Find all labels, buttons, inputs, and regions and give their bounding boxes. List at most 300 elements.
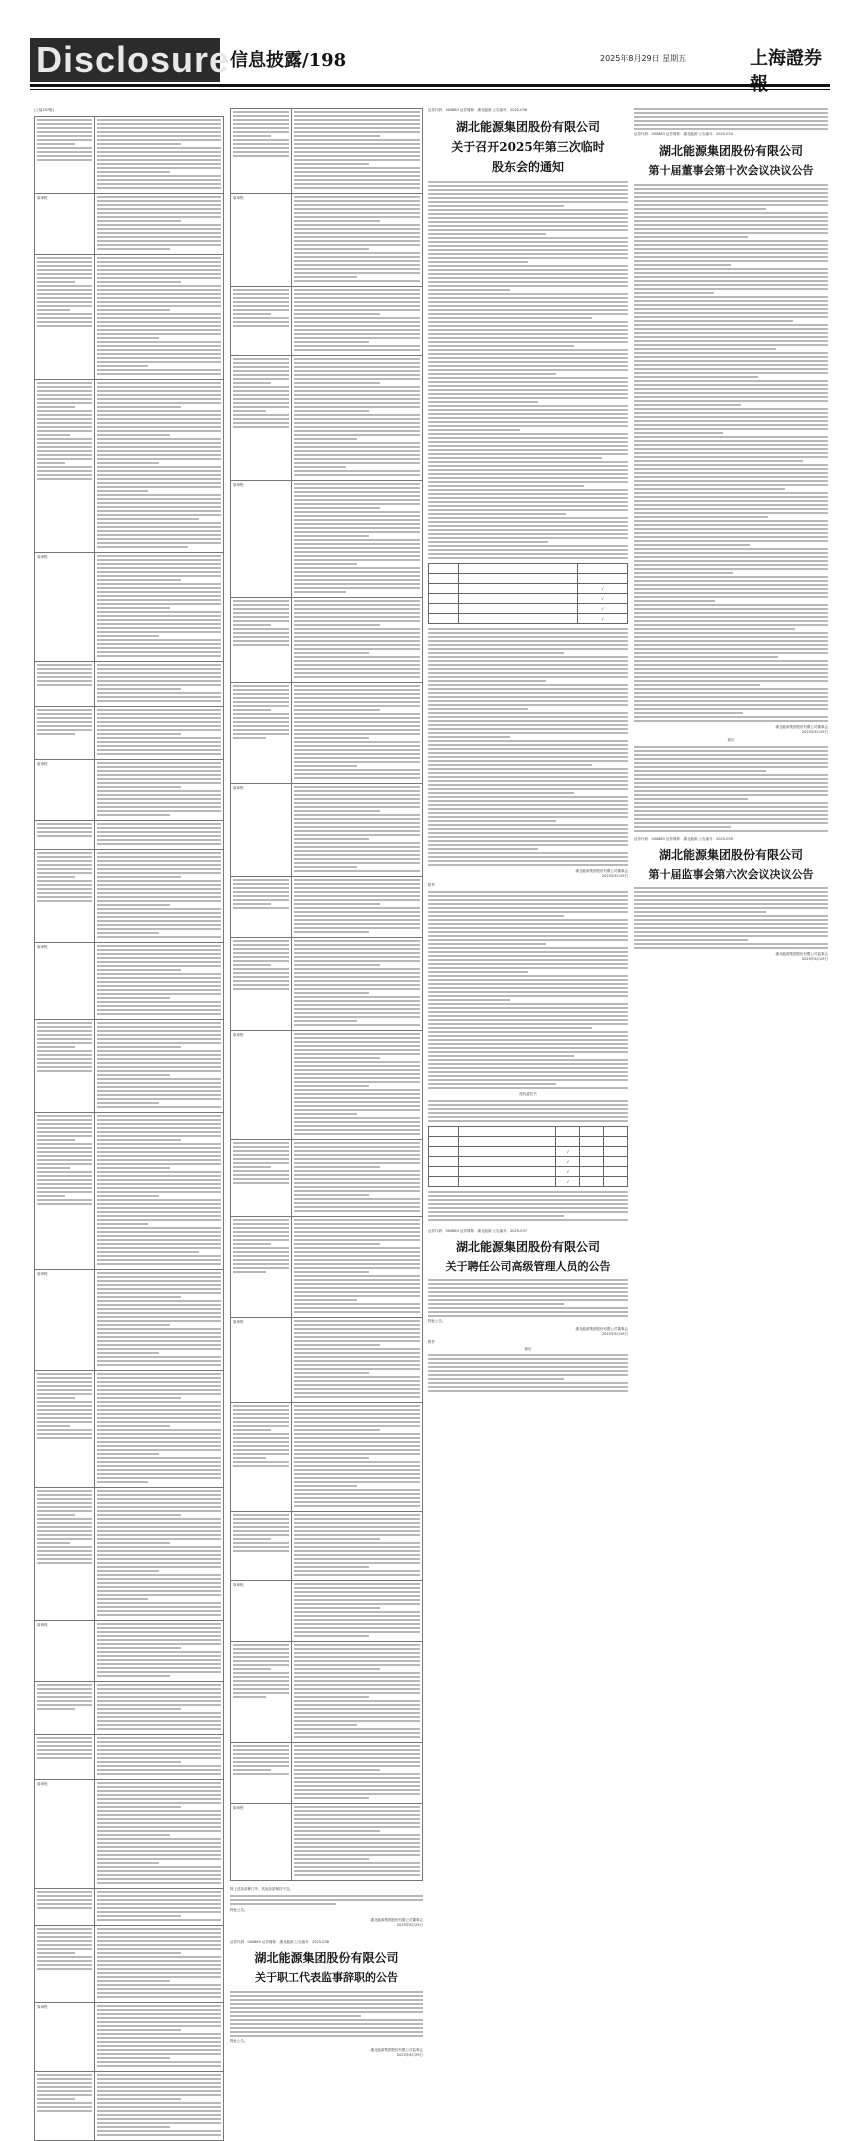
revised-clause-cell bbox=[292, 877, 423, 938]
text-line bbox=[294, 1396, 420, 1398]
text-line bbox=[428, 955, 628, 957]
text-line bbox=[233, 366, 289, 368]
text-line bbox=[97, 1745, 221, 1747]
table-row bbox=[231, 1581, 423, 1642]
text-line bbox=[428, 537, 628, 539]
text-line bbox=[428, 369, 628, 371]
revised-clause-cell bbox=[95, 850, 224, 943]
text-line bbox=[97, 1211, 221, 1213]
text-line bbox=[97, 1830, 221, 1832]
text-line bbox=[97, 2025, 221, 2027]
text-line bbox=[97, 1203, 221, 1205]
text-line bbox=[294, 1838, 420, 1840]
text-line bbox=[428, 1015, 628, 1017]
text-line bbox=[634, 460, 803, 462]
revised-clause-cell bbox=[95, 1270, 224, 1371]
text-line bbox=[294, 862, 420, 864]
text-line bbox=[294, 1320, 420, 1322]
text-line bbox=[634, 907, 828, 909]
text-line bbox=[294, 1227, 420, 1229]
text-line bbox=[97, 587, 221, 589]
text-line bbox=[294, 183, 420, 185]
text-line bbox=[428, 1207, 628, 1209]
employee-supervisor-notice bbox=[230, 1940, 423, 2058]
text-line bbox=[97, 139, 221, 141]
text-line bbox=[97, 167, 221, 169]
checkmark: √ bbox=[556, 1157, 580, 1167]
text-line bbox=[97, 1106, 221, 1108]
text-line bbox=[97, 1312, 221, 1314]
text-line bbox=[97, 1968, 221, 1970]
text-line bbox=[294, 394, 420, 396]
text-line bbox=[294, 952, 420, 954]
table-row bbox=[231, 1642, 423, 1743]
text-line bbox=[97, 696, 221, 698]
text-line bbox=[37, 729, 92, 731]
text-line bbox=[233, 155, 289, 157]
text-line bbox=[97, 563, 221, 565]
text-line bbox=[634, 240, 828, 242]
text-line bbox=[97, 410, 221, 412]
text-line bbox=[428, 209, 628, 211]
text-line bbox=[294, 139, 420, 141]
text-line bbox=[233, 1668, 271, 1670]
text-line bbox=[37, 1421, 92, 1423]
text-line bbox=[97, 1574, 221, 1576]
text-line bbox=[634, 556, 828, 558]
resume-title: 简历 bbox=[727, 738, 735, 742]
text-line bbox=[97, 1834, 170, 1836]
text-line bbox=[37, 1066, 92, 1068]
text-line bbox=[634, 664, 828, 666]
text-line bbox=[37, 305, 92, 307]
original-clause-cell bbox=[231, 481, 292, 598]
text-line bbox=[428, 205, 564, 207]
text-line bbox=[634, 476, 828, 478]
text-line bbox=[294, 1348, 420, 1350]
text-line bbox=[37, 1119, 92, 1121]
text-line bbox=[97, 357, 221, 359]
text-line bbox=[294, 450, 420, 452]
text-line bbox=[97, 1038, 221, 1040]
text-line bbox=[634, 524, 828, 526]
notice-code-line: 证券代码：000883 证券简称：湖北能源 公告编号：2025-037 bbox=[428, 1229, 527, 1233]
text-line bbox=[37, 1526, 92, 1528]
original-clause-cell bbox=[35, 1270, 95, 1371]
text-line bbox=[37, 672, 92, 674]
revised-clause-cell bbox=[95, 1735, 224, 1780]
text-line bbox=[294, 1457, 368, 1459]
text-line bbox=[294, 1785, 420, 1787]
text-line bbox=[294, 1113, 357, 1115]
text-line bbox=[294, 555, 420, 557]
text-line bbox=[233, 956, 289, 958]
board-column bbox=[634, 108, 828, 962]
text-line bbox=[97, 418, 221, 420]
original-clause-cell bbox=[35, 1735, 95, 1780]
text-line bbox=[97, 1822, 221, 1824]
text-line bbox=[37, 1534, 92, 1536]
text-line bbox=[294, 810, 379, 812]
text-line bbox=[37, 1968, 92, 1970]
text-line bbox=[37, 269, 92, 271]
text-line bbox=[634, 552, 828, 554]
text-line bbox=[294, 358, 420, 360]
text-line bbox=[294, 1668, 379, 1670]
text-line bbox=[634, 794, 828, 796]
text-line bbox=[97, 802, 221, 804]
text-line bbox=[428, 983, 628, 985]
text-line bbox=[97, 486, 221, 488]
closing-line: 特此公告。 bbox=[230, 2039, 248, 2043]
signature-date: 2025年8月29日 bbox=[601, 874, 628, 878]
text-line bbox=[97, 1956, 221, 1958]
text-line bbox=[294, 1736, 420, 1738]
text-line bbox=[37, 1964, 92, 1966]
text-line bbox=[37, 1506, 92, 1508]
text-line bbox=[97, 538, 221, 540]
text-line bbox=[37, 1123, 92, 1125]
text-line bbox=[97, 1988, 221, 1990]
revised-clause-cell bbox=[95, 1926, 224, 2003]
text-line bbox=[294, 1311, 420, 1313]
text-line bbox=[233, 297, 289, 299]
text-line bbox=[428, 501, 628, 503]
text-line bbox=[294, 1542, 420, 1544]
text-line bbox=[428, 221, 628, 223]
text-line bbox=[37, 434, 70, 436]
revised-clause-cell bbox=[292, 1743, 423, 1804]
text-line bbox=[37, 317, 92, 319]
table-row bbox=[35, 194, 224, 255]
text-line bbox=[428, 832, 628, 834]
text-line bbox=[97, 1720, 221, 1722]
text-line bbox=[37, 1038, 92, 1040]
text-line bbox=[97, 329, 221, 331]
text-line bbox=[37, 458, 92, 460]
text-line bbox=[634, 296, 828, 298]
text-line bbox=[294, 1501, 420, 1503]
executive-notice bbox=[428, 1229, 628, 1392]
text-line bbox=[428, 533, 628, 535]
text-line bbox=[37, 868, 92, 870]
text-line bbox=[97, 953, 221, 955]
text-line bbox=[634, 692, 828, 694]
text-line bbox=[97, 502, 221, 504]
text-line bbox=[294, 919, 420, 921]
text-line bbox=[634, 212, 828, 214]
text-line bbox=[233, 1154, 289, 1156]
text-line bbox=[97, 2098, 181, 2100]
text-line bbox=[230, 2011, 423, 2013]
text-line bbox=[97, 1159, 221, 1161]
text-line bbox=[97, 1207, 221, 1209]
original-clause-cell bbox=[231, 1403, 292, 1512]
text-line bbox=[294, 1607, 379, 1609]
text-line bbox=[428, 1390, 628, 1392]
amendment-end-note: 除上述条款修订外，其他条款保持不变。 bbox=[230, 1887, 293, 1891]
text-line bbox=[634, 128, 828, 130]
text-line bbox=[428, 1051, 628, 1053]
original-clause-cell bbox=[231, 1642, 292, 1743]
text-line bbox=[634, 408, 828, 410]
text-line bbox=[294, 1174, 420, 1176]
text-line bbox=[97, 1647, 181, 1649]
text-line bbox=[97, 390, 221, 392]
closing-line: 特此公告。 bbox=[428, 1319, 446, 1323]
text-line bbox=[428, 253, 628, 255]
text-line bbox=[37, 386, 92, 388]
text-line bbox=[97, 615, 221, 617]
text-line bbox=[294, 1599, 420, 1601]
text-line bbox=[233, 628, 289, 630]
text-line bbox=[37, 1191, 92, 1193]
text-line bbox=[634, 568, 828, 570]
text-line bbox=[294, 131, 420, 133]
text-line bbox=[428, 289, 510, 291]
text-line bbox=[97, 860, 221, 862]
text-line bbox=[428, 844, 628, 846]
text-line bbox=[37, 1179, 92, 1181]
text-line bbox=[97, 762, 221, 764]
text-line bbox=[428, 201, 628, 203]
text-line bbox=[294, 980, 420, 982]
text-line bbox=[428, 816, 628, 818]
text-line bbox=[37, 1960, 92, 1962]
text-line bbox=[233, 1761, 289, 1763]
text-line bbox=[428, 261, 528, 263]
text-line bbox=[428, 525, 628, 527]
text-line bbox=[294, 1024, 420, 1026]
text-line bbox=[233, 713, 289, 715]
text-line bbox=[428, 457, 602, 459]
text-line bbox=[294, 1004, 420, 1006]
text-line bbox=[294, 1089, 420, 1091]
text-line bbox=[233, 321, 289, 323]
text-line bbox=[97, 993, 221, 995]
text-line bbox=[97, 1522, 221, 1524]
text-line bbox=[634, 758, 828, 760]
text-line bbox=[97, 301, 221, 303]
text-line bbox=[428, 185, 628, 187]
text-line bbox=[37, 277, 92, 279]
text-line bbox=[97, 1952, 181, 1954]
text-line bbox=[294, 1307, 420, 1309]
text-line bbox=[97, 1280, 221, 1282]
text-line bbox=[428, 405, 628, 407]
text-line bbox=[294, 1595, 420, 1597]
text-line bbox=[294, 1797, 368, 1799]
text-line bbox=[428, 361, 628, 363]
text-line bbox=[233, 1421, 289, 1423]
text-line bbox=[634, 204, 828, 206]
revised-clause-cell bbox=[292, 938, 423, 1031]
text-line bbox=[428, 305, 628, 307]
text-line bbox=[97, 1127, 221, 1129]
table-row bbox=[35, 2003, 224, 2072]
text-line bbox=[97, 1578, 221, 1580]
text-line bbox=[97, 1179, 221, 1181]
text-line bbox=[294, 777, 420, 779]
text-line bbox=[428, 481, 628, 483]
text-line bbox=[428, 437, 628, 439]
signature-date: 2025年8月29日 bbox=[396, 1923, 423, 1927]
text-line bbox=[97, 876, 181, 878]
text-line bbox=[428, 1199, 628, 1201]
section-logo: Disclosure bbox=[30, 38, 220, 82]
text-line bbox=[97, 579, 181, 581]
continued-note: (上接197版) bbox=[34, 108, 54, 112]
text-line bbox=[37, 1550, 92, 1552]
text-line bbox=[428, 656, 628, 658]
text-line bbox=[634, 750, 828, 752]
text-line bbox=[97, 1288, 221, 1290]
text-line bbox=[37, 1175, 92, 1177]
text-line bbox=[97, 1235, 221, 1237]
text-line bbox=[37, 450, 92, 452]
text-line bbox=[37, 1405, 92, 1407]
text-line bbox=[233, 1526, 289, 1528]
text-line bbox=[634, 452, 828, 454]
text-line bbox=[634, 696, 828, 698]
original-clause-cell bbox=[35, 1020, 95, 1113]
original-clause-cell bbox=[35, 194, 95, 255]
text-line bbox=[37, 159, 92, 161]
text-line bbox=[428, 756, 628, 758]
checkmark: √ bbox=[556, 1177, 580, 1187]
text-line bbox=[233, 1648, 289, 1650]
text-line bbox=[428, 792, 574, 794]
text-line bbox=[233, 422, 289, 424]
text-line bbox=[97, 1749, 221, 1751]
text-line bbox=[233, 717, 289, 719]
text-line bbox=[233, 693, 289, 695]
text-line bbox=[233, 879, 289, 881]
text-line bbox=[294, 1773, 420, 1775]
text-line bbox=[294, 769, 420, 771]
text-line bbox=[428, 1219, 628, 1221]
text-line bbox=[634, 216, 828, 218]
text-line bbox=[97, 798, 221, 800]
text-line bbox=[37, 856, 92, 858]
text-line bbox=[97, 127, 221, 129]
text-line bbox=[233, 135, 271, 137]
text-line bbox=[634, 660, 828, 662]
text-line bbox=[634, 192, 828, 194]
text-line bbox=[233, 119, 289, 121]
text-line bbox=[97, 1332, 221, 1334]
text-line bbox=[97, 1704, 221, 1706]
text-line bbox=[97, 1034, 221, 1036]
text-line bbox=[294, 713, 420, 715]
text-line bbox=[294, 1465, 420, 1467]
text-line bbox=[294, 1202, 420, 1204]
text-line bbox=[634, 947, 828, 949]
text-line bbox=[634, 887, 828, 889]
text-line bbox=[294, 200, 420, 202]
text-line bbox=[294, 1162, 420, 1164]
text-line bbox=[428, 1055, 574, 1057]
text-line bbox=[294, 410, 368, 412]
text-line bbox=[634, 236, 748, 238]
text-line bbox=[294, 660, 420, 662]
text-line bbox=[97, 880, 221, 882]
text-line bbox=[97, 422, 221, 424]
text-line bbox=[428, 465, 628, 467]
text-line bbox=[37, 2082, 92, 2084]
text-line bbox=[634, 818, 828, 820]
revised-clause-cell bbox=[292, 1140, 423, 1217]
text-line bbox=[294, 879, 420, 881]
text-line bbox=[233, 1247, 289, 1249]
table-row bbox=[35, 1682, 224, 1735]
closing-line: 特此公告。 bbox=[230, 1908, 248, 1912]
text-line bbox=[294, 362, 420, 364]
text-line bbox=[37, 1899, 92, 1901]
text-line bbox=[233, 111, 289, 113]
text-line bbox=[97, 1445, 221, 1447]
text-line bbox=[428, 285, 628, 287]
text-line bbox=[97, 546, 187, 548]
text-line bbox=[634, 911, 766, 913]
text-line bbox=[233, 1660, 289, 1662]
text-line bbox=[294, 470, 420, 472]
text-line bbox=[97, 1062, 221, 1064]
text-line bbox=[233, 1644, 289, 1646]
text-line bbox=[634, 284, 828, 286]
text-line bbox=[634, 786, 828, 788]
text-line bbox=[428, 429, 520, 431]
text-line bbox=[97, 1381, 221, 1383]
text-line bbox=[97, 1135, 221, 1137]
text-line bbox=[634, 620, 828, 622]
text-line bbox=[634, 592, 828, 594]
text-line bbox=[428, 509, 628, 511]
text-line bbox=[294, 1728, 420, 1730]
text-line bbox=[97, 494, 221, 496]
original-clause-cell bbox=[35, 1682, 95, 1735]
supervisory-notice bbox=[634, 837, 828, 962]
text-line bbox=[634, 392, 828, 394]
text-line bbox=[37, 831, 92, 833]
text-line bbox=[97, 843, 221, 845]
revised-clause-cell bbox=[95, 1488, 224, 1621]
text-line bbox=[97, 2041, 221, 2043]
text-line bbox=[294, 1356, 420, 1358]
text-line bbox=[294, 927, 420, 929]
text-line bbox=[428, 1087, 628, 1089]
text-line bbox=[428, 413, 628, 415]
revised-clause-cell bbox=[292, 1318, 423, 1403]
text-line bbox=[634, 548, 828, 550]
text-line bbox=[37, 466, 92, 468]
text-line bbox=[428, 632, 628, 634]
text-line bbox=[294, 1129, 420, 1131]
text-line bbox=[97, 623, 221, 625]
text-line bbox=[428, 1303, 564, 1305]
text-line bbox=[294, 802, 420, 804]
text-line bbox=[294, 1239, 420, 1241]
original-clause-cell bbox=[231, 356, 292, 481]
text-line bbox=[294, 293, 420, 295]
text-line bbox=[233, 1542, 289, 1544]
text-line bbox=[230, 2019, 423, 2021]
text-line bbox=[37, 1397, 75, 1399]
text-line bbox=[634, 400, 828, 402]
text-line bbox=[428, 353, 628, 355]
revised-clause-cell bbox=[95, 1889, 224, 1926]
text-line bbox=[428, 1215, 564, 1217]
